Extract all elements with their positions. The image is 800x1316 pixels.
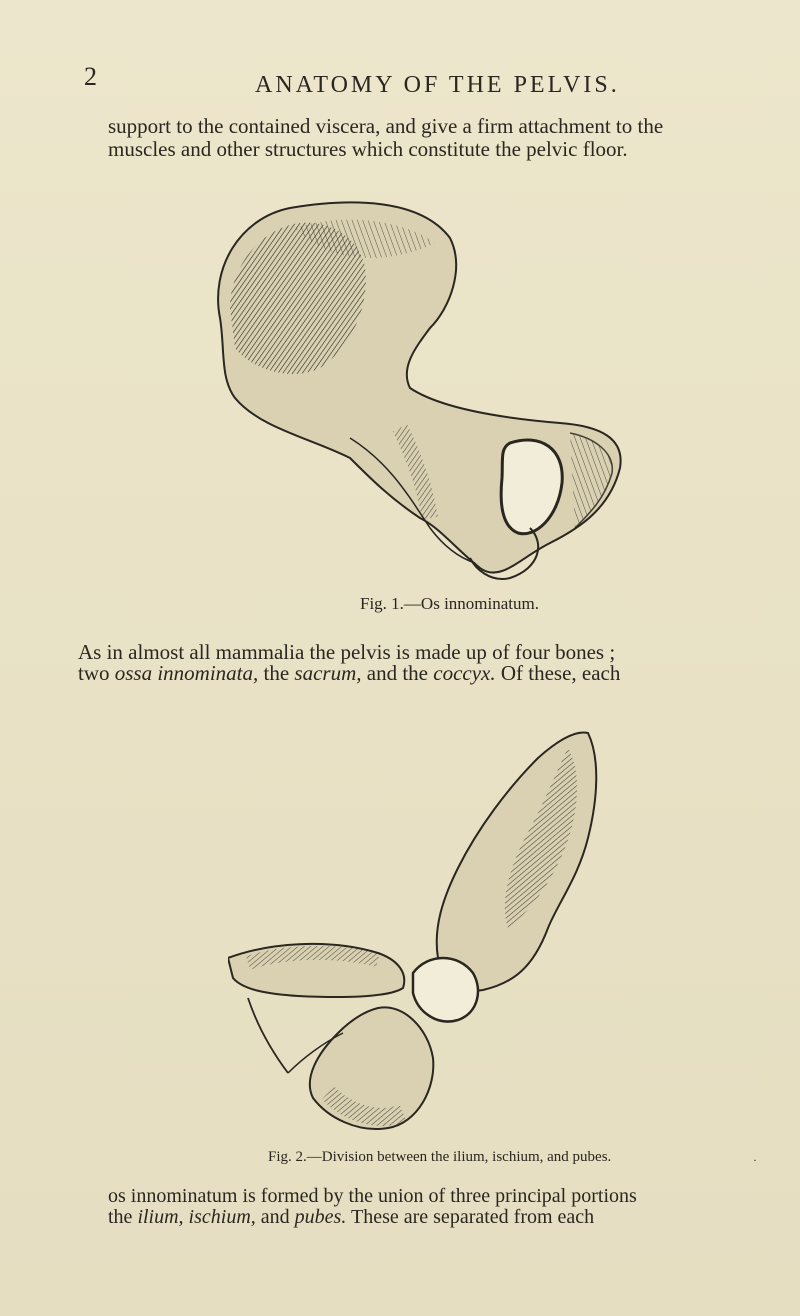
sacrum-term: sacrum, xyxy=(294,661,362,685)
paragraph-middle-part-b: two xyxy=(78,661,110,685)
pelvis-division-illustration xyxy=(228,728,608,1136)
figure-1-caption: Fig. 1.—Os innominatum. xyxy=(360,594,539,613)
paragraph-bottom-part-f: These are separated from each xyxy=(350,1206,595,1228)
paragraph-middle-part-f: and the xyxy=(366,661,428,685)
ossa-innominata-term: ossa innominata, xyxy=(114,661,259,685)
paragraph-top-line1: support to the contained viscera, and give a firm attachment to the xyxy=(108,114,664,138)
paragraph-top-line2: muscles and other structures which constitute the pelvic floor. xyxy=(108,137,628,161)
paragraph-middle-part-h: Of these, each xyxy=(500,661,621,685)
paragraph-bottom-part-d: and xyxy=(260,1206,290,1228)
stray-mark: · xyxy=(753,1153,757,1167)
paragraph-bottom-part-b: the xyxy=(108,1206,133,1228)
pubes-term: pubes. xyxy=(294,1206,347,1228)
paragraph-bottom-part-a: os innominatum is formed by the union of three principal portions xyxy=(108,1185,637,1207)
running-head: ANATOMY OF THE PELVIS. xyxy=(255,72,620,98)
os-innominatum-illustration xyxy=(200,198,630,588)
coccyx-term: coccyx. xyxy=(433,661,496,685)
ilium-ischium-term: ilium, ischium, xyxy=(137,1206,256,1228)
figure-2-caption: Fig. 2.—Division between the ilium, ischium, and pubes. xyxy=(268,1149,612,1165)
paragraph-top xyxy=(108,115,748,161)
paragraph-middle xyxy=(78,642,678,684)
paragraph-bottom xyxy=(108,1186,733,1228)
paragraph-middle-part-d: the xyxy=(263,661,290,685)
paragraph-middle-part-a: As in almost all mammalia the pelvis is made up of four bones ; xyxy=(78,640,616,664)
page-number: 2 xyxy=(84,62,98,91)
